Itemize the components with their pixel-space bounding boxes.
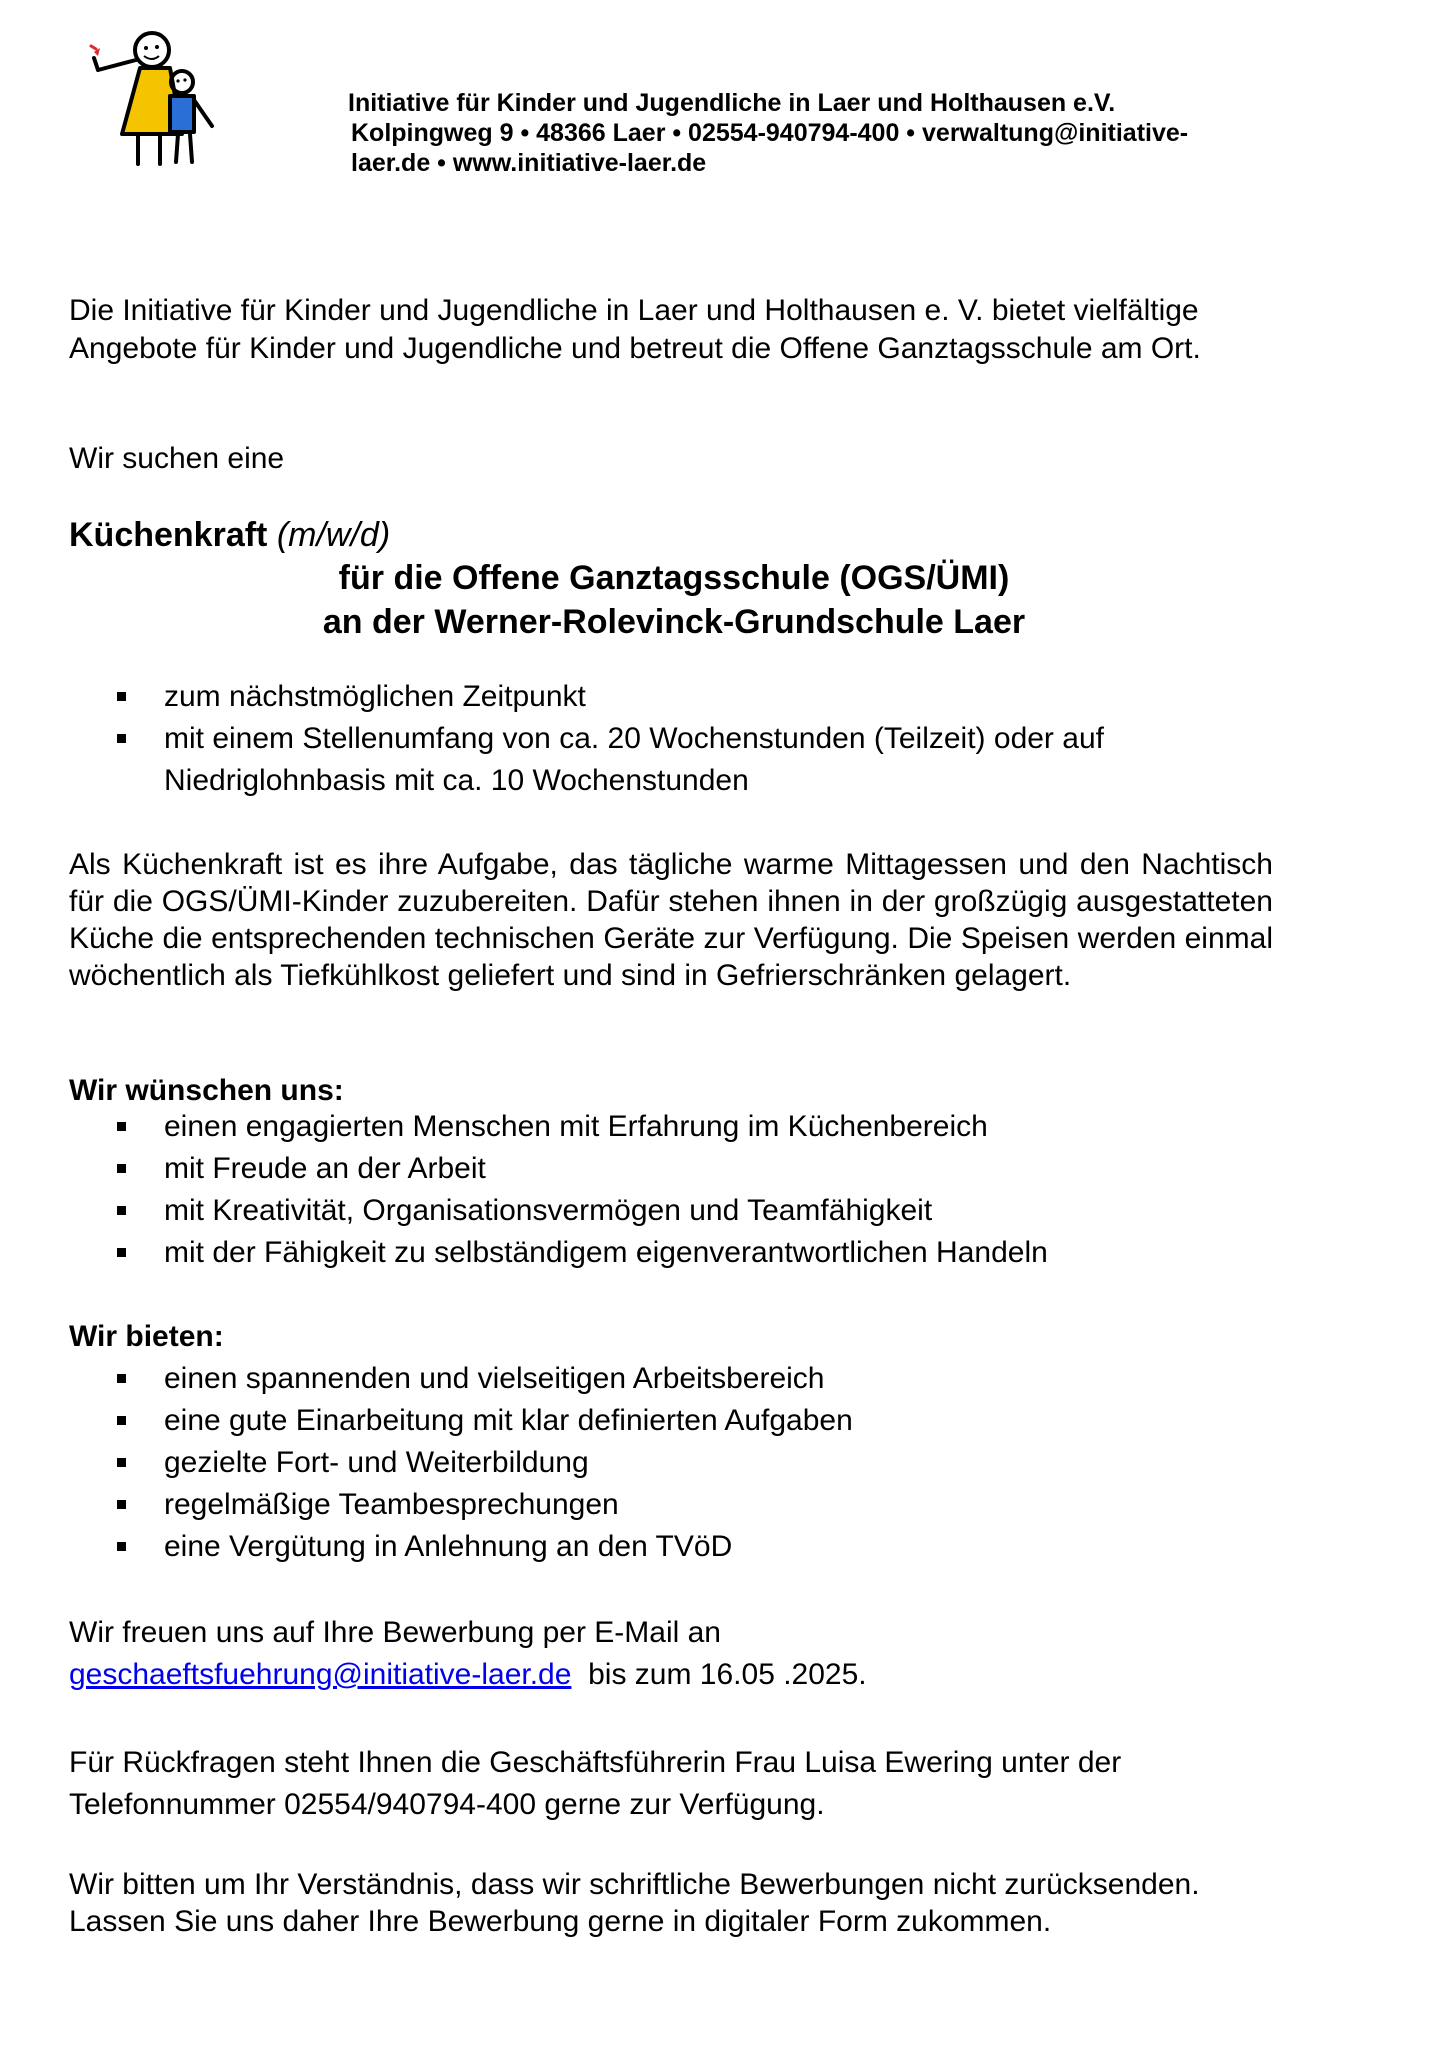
wishes-list [69,1106,1249,1274]
contact-line1: Für Rückfragen steht Ihnen die Geschäftsführerin Frau Luisa Ewering unter der [69,1746,1122,1779]
organization-header [348,88,1308,178]
list-item: mit Kreativität, Organisationsvermögen und Teamfähigkeit [69,1190,1249,1232]
application-section [69,1612,1289,1696]
list-item: einen engagierten Menschen mit Erfahrung im Küchenbereich [69,1106,1249,1148]
conditions-list [69,676,1249,802]
lead-text: Wir suchen eine [69,442,285,475]
closing-line2: Lassen Sie uns daher Ihre Bewerbung gerne in digitaler Form zukommen. [69,1905,1052,1938]
list-item: eine gute Einarbeitung mit klar definierten Aufgaben [69,1400,1249,1442]
closing-paragraph [69,1866,1309,1940]
list-item: gezielte Fort- und Weiterbildung [69,1442,1249,1484]
header-web: laer.de • www.initiative-laer.de [351,149,707,177]
intro-paragraph: Die Initiative für Kinder und Jugendliche in Laer und Holthausen e. V. bietet vielfältige Angebote für Kinder und Jugendliche und betreut die Offene Ganztagsschule am Ort. [69,294,1201,365]
list-item: regelmäßige Teambesprechungen [69,1484,1249,1526]
wishes-heading: Wir wünschen uns: [69,1074,344,1107]
job-title-main: Küchenkraft [69,516,268,554]
offers-heading: Wir bieten: [69,1320,224,1353]
closing-line1: Wir bitten um Ihr Verständnis, dass wir schriftliche Bewerbungen nicht zurücksenden. [69,1868,1200,1901]
header-org-name: Initiative für Kinder und Jugendliche in Laer und Holthausen e.V. [348,89,1116,117]
offers-list [69,1358,1249,1568]
list-item: mit Freude an der Arbeit [69,1148,1249,1190]
contact-paragraph [69,1742,1289,1826]
application-line2 [69,1654,1289,1696]
job-title-suffix: (m/w/d) [276,516,391,554]
list-item: mit einem Stellenumfang von ca. 20 Wochenstunden (Teilzeit) oder auf Niedriglohnbasis mit ca. 10 Wochenstunden [69,718,1249,802]
list-item: einen spannenden und vielseitigen Arbeitsbereich [69,1358,1249,1400]
description-paragraph: Als Küchenkraft ist es ihre Aufgabe, das tägliche warme Mittagessen und den Nachtisch für die OGS/ÜMI-Kinder zuzubereiten. Dafür stehen ihnen in der großzügig ausgestatteten Küche die entsprechenden technischen Geräte zur Verfügung. Die Speisen werden einmal wöchentlich als Tiefkühlkost geliefert und sind in Gefrierschränken gelagert. [69,848,1273,992]
list-item: zum nächstmöglichen Zeitpunkt [69,676,1249,718]
contact-line2: Telefonnummer 02554/940794-400 gerne zur Verfügung. [69,1788,825,1821]
application-text: Wir freuen uns auf Ihre Bewerbung per E-Mail an [69,1616,721,1649]
header-address: Kolpingweg 9 • 48366 Laer • 02554-940794-400 • verwaltung@initiative- [351,119,1189,147]
job-subtitle [69,556,1279,644]
list-item: eine Vergütung in Anlehnung an den TVöD [69,1526,1249,1568]
children-drawing-logo [86,24,236,174]
application-deadline: bis zum 16.05 .2025. [588,1658,867,1691]
job-subtitle-line1: für die Offene Ganztagsschule (OGS/ÜMI) [338,559,1010,597]
application-email-link[interactable]: geschaeftsfuehrung@initiative-laer.de [69,1658,572,1691]
job-title [69,514,390,556]
list-item: mit der Fähigkeit zu selbständigem eigenverantwortlichen Handeln [69,1232,1249,1274]
job-subtitle-line2: an der Werner-Rolevinck-Grundschule Laer [322,603,1026,641]
